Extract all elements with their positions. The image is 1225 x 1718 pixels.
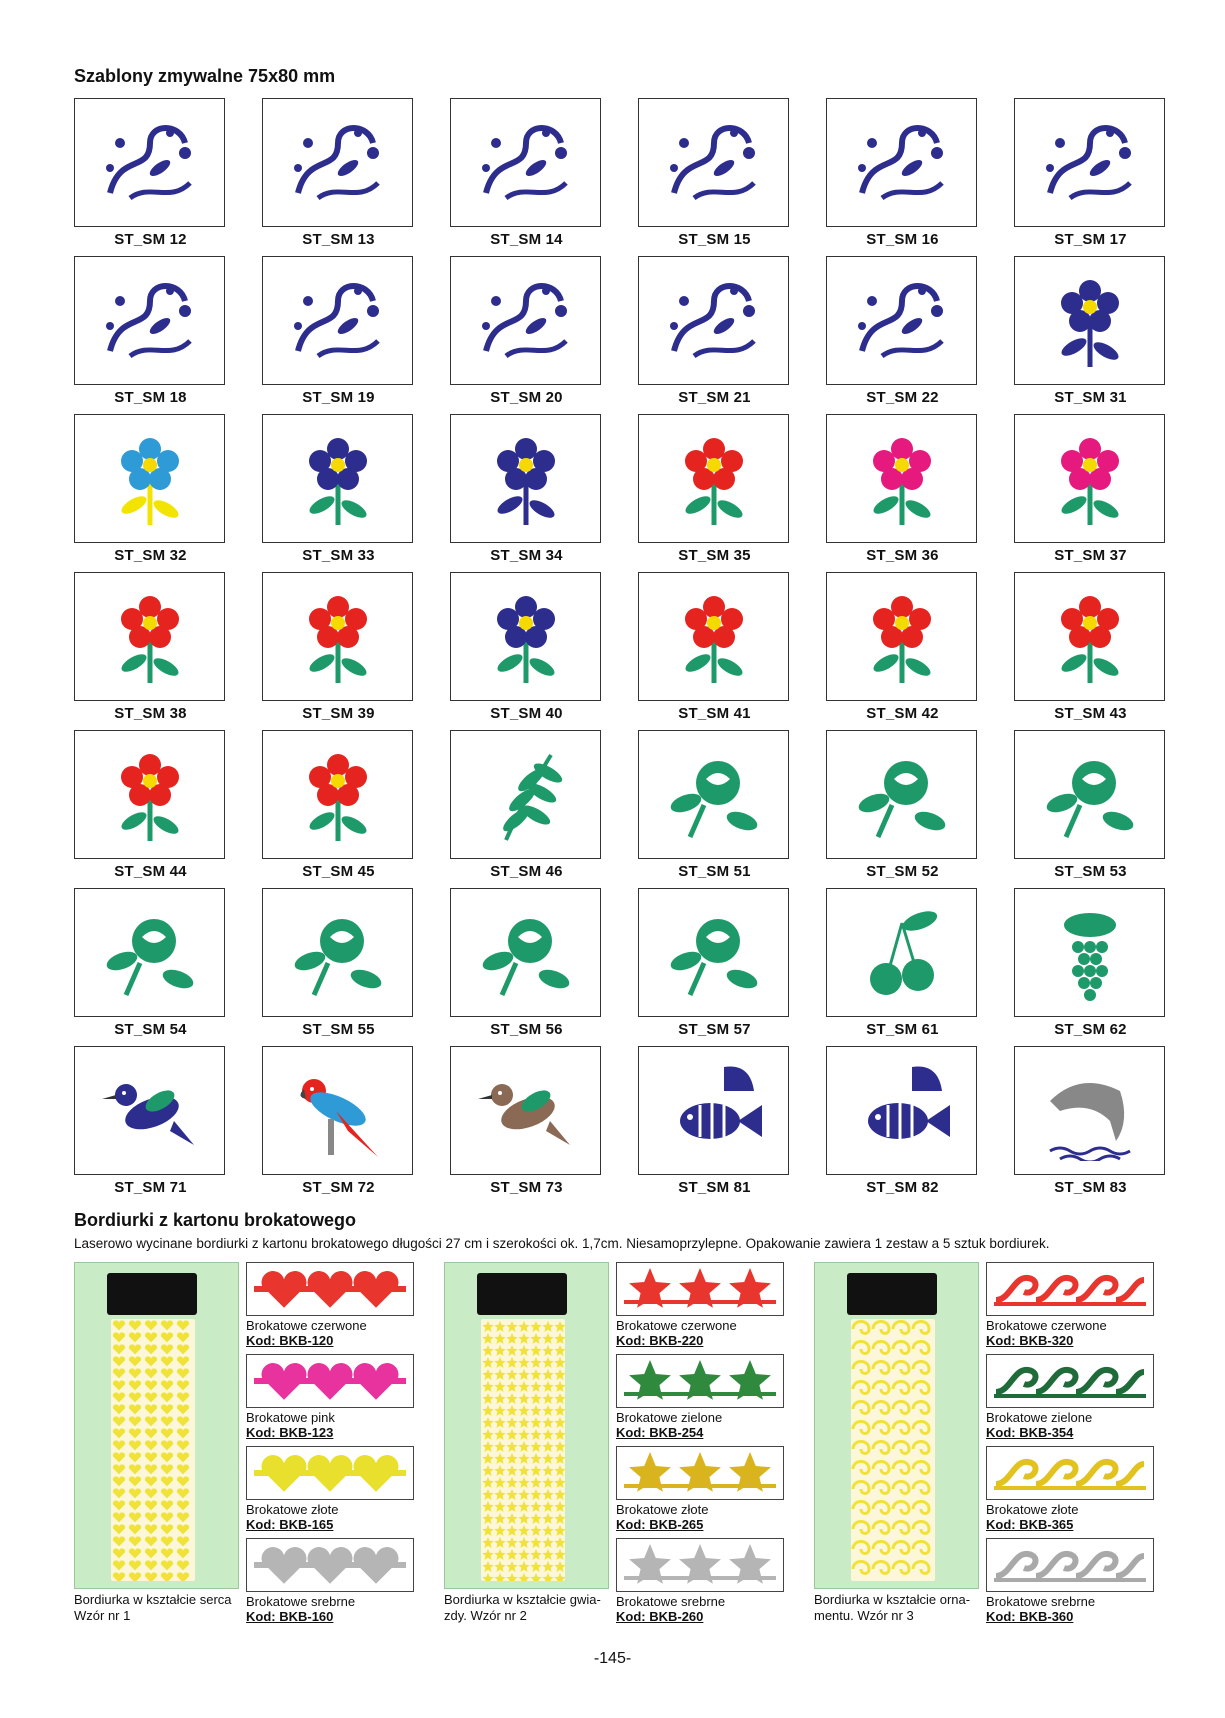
stencil-item	[826, 98, 979, 248]
stencil-graphic	[1030, 429, 1150, 529]
stencil-graphic	[1030, 271, 1150, 371]
stencil-item	[826, 1046, 979, 1196]
stencil-code: ST_SM 18	[114, 389, 187, 406]
variant-label: Brokatowe zielone	[986, 1410, 1093, 1425]
stencil-item	[74, 414, 227, 564]
stencil-graphic	[90, 1061, 210, 1161]
variant-label: Brokatowe srebrne	[986, 1594, 1096, 1609]
package-caption: Bordiurka w kształcie gwia-zdy. Wzór nr 2	[444, 1592, 601, 1623]
stencil-image	[1014, 730, 1165, 859]
variant-code: Kod: BKB-320	[986, 1333, 1074, 1348]
stencil-image	[826, 730, 977, 859]
stencil-item	[638, 256, 791, 406]
stencil-row	[74, 1046, 1170, 1204]
stencil-code: ST_SM 31	[1054, 389, 1127, 406]
variant-code: Kod: BKB-160	[246, 1609, 334, 1624]
stencil-image	[74, 888, 225, 1017]
variant-code: Kod: BKB-220	[616, 1333, 704, 1348]
border-graphic	[620, 1266, 780, 1312]
package-header	[847, 1273, 937, 1315]
package-header	[477, 1273, 567, 1315]
stencil-code: ST_SM 55	[302, 1021, 375, 1038]
stencil-image	[450, 1046, 601, 1175]
stencil-graphic	[278, 903, 398, 1003]
variant-code: Kod: BKB-165	[246, 1517, 334, 1532]
stencil-graphic	[1030, 745, 1150, 845]
stencil-image	[638, 730, 789, 859]
stencil-code: ST_SM 38	[114, 705, 187, 722]
stencil-image	[1014, 572, 1165, 701]
stencil-image	[638, 98, 789, 227]
variant-label: Brokatowe pink	[246, 1410, 335, 1425]
stencil-item	[1014, 730, 1167, 880]
stencil-code: ST_SM 20	[490, 389, 563, 406]
package-image	[444, 1262, 609, 1589]
stencil-image	[826, 572, 977, 701]
stencil-code: ST_SM 54	[114, 1021, 187, 1038]
border-sample	[986, 1262, 1154, 1316]
variant-label: Brokatowe czerwone	[246, 1318, 367, 1333]
stencil-item	[74, 1046, 227, 1196]
stencil-code: ST_SM 53	[1054, 863, 1127, 880]
stencil-item	[450, 414, 603, 564]
border-variant	[986, 1446, 1154, 1536]
stencil-item	[638, 572, 791, 722]
stencil-code: ST_SM 13	[302, 231, 375, 248]
stencil-image	[1014, 888, 1165, 1017]
stencil-image	[638, 414, 789, 543]
stencil-graphic	[90, 429, 210, 529]
stencil-item	[262, 256, 415, 406]
stencil-item	[1014, 572, 1167, 722]
stencil-graphic	[466, 1061, 586, 1161]
variant-label: Brokatowe srebrne	[246, 1594, 356, 1609]
stencil-graphic	[842, 271, 962, 371]
stencil-code: ST_SM 43	[1054, 705, 1127, 722]
borders-description: Laserowo wycinane bordiurki z kartonu brokatowego długości 27 cm i szerokości ok. 1,7cm. Niesamoprzylepne. Opakowanie zawiera 1 zestaw a 5 sztuk bordiurek.	[74, 1236, 1050, 1251]
stencil-code: ST_SM 52	[866, 863, 939, 880]
stencil-graphic	[842, 745, 962, 845]
stencil-item	[1014, 888, 1167, 1038]
stencil-code: ST_SM 14	[490, 231, 563, 248]
stencil-item	[826, 414, 979, 564]
stencil-graphic	[466, 745, 586, 845]
stencil-image	[74, 1046, 225, 1175]
stencil-code: ST_SM 39	[302, 705, 375, 722]
stencil-item	[262, 730, 415, 880]
border-variant	[246, 1262, 414, 1352]
stencil-image	[450, 572, 601, 701]
stencil-code: ST_SM 71	[114, 1179, 187, 1196]
border-variant	[986, 1354, 1154, 1444]
stencil-code: ST_SM 35	[678, 547, 751, 564]
border-variant	[616, 1446, 784, 1536]
border-variant	[986, 1262, 1154, 1352]
stencil-item	[1014, 256, 1167, 406]
stencil-image	[638, 256, 789, 385]
border-sample	[246, 1354, 414, 1408]
package-header	[107, 1273, 197, 1315]
stencil-image	[826, 1046, 977, 1175]
stencil-graphic	[1030, 903, 1150, 1003]
stencil-code: ST_SM 21	[678, 389, 751, 406]
border-graphic	[620, 1450, 780, 1496]
stencil-code: ST_SM 12	[114, 231, 187, 248]
variant-label: Brokatowe czerwone	[986, 1318, 1107, 1333]
stencil-code: ST_SM 32	[114, 547, 187, 564]
stencil-row	[74, 888, 1170, 1046]
stencil-graphic	[466, 271, 586, 371]
stencil-graphic	[654, 271, 774, 371]
package-caption: Bordiurka w kształcie orna-mentu. Wzór nr 3	[814, 1592, 971, 1623]
package-image	[814, 1262, 979, 1589]
stencil-item	[638, 414, 791, 564]
section-title-borders: Bordiurki z kartonu brokatowego	[74, 1210, 357, 1230]
stencil-item	[1014, 414, 1167, 564]
stencil-image	[826, 414, 977, 543]
variant-code: Kod: BKB-360	[986, 1609, 1074, 1624]
border-variant	[616, 1262, 784, 1352]
stencil-image	[262, 1046, 413, 1175]
stencil-item	[262, 98, 415, 248]
stencil-code: ST_SM 57	[678, 1021, 751, 1038]
stencil-code: ST_SM 42	[866, 705, 939, 722]
stencil-item	[450, 98, 603, 248]
stencil-code: ST_SM 45	[302, 863, 375, 880]
stencil-image	[262, 572, 413, 701]
variant-code: Kod: BKB-254	[616, 1425, 704, 1440]
stencil-graphic	[654, 587, 774, 687]
stencil-graphic	[654, 113, 774, 213]
stencil-graphic	[466, 903, 586, 1003]
border-graphic	[990, 1358, 1150, 1404]
stencil-code: ST_SM 16	[866, 231, 939, 248]
variant-code: Kod: BKB-123	[246, 1425, 334, 1440]
package-caption: Bordiurka w kształcie serca Wzór nr 1	[74, 1592, 232, 1623]
stencil-image	[638, 572, 789, 701]
stencil-row	[74, 730, 1170, 888]
border-sample	[616, 1354, 784, 1408]
stencil-image	[1014, 414, 1165, 543]
variant-label: Brokatowe czerwone	[616, 1318, 737, 1333]
stencil-image	[826, 256, 977, 385]
stencil-graphic	[278, 745, 398, 845]
border-graphic	[990, 1542, 1150, 1588]
stencil-code: ST_SM 36	[866, 547, 939, 564]
page-number: -145-	[593, 1650, 632, 1667]
stencil-row	[74, 98, 1170, 256]
stencil-item	[638, 1046, 791, 1196]
stencil-item	[450, 256, 603, 406]
border-variant	[616, 1538, 784, 1628]
stencil-item	[826, 730, 979, 880]
stencil-image	[1014, 1046, 1165, 1175]
stencil-image	[262, 730, 413, 859]
variant-label: Brokatowe złote	[246, 1502, 339, 1517]
package-strip	[481, 1319, 565, 1581]
border-graphic	[250, 1450, 410, 1496]
stencil-graphic	[466, 429, 586, 529]
stencil-item	[262, 414, 415, 564]
stencil-code: ST_SM 56	[490, 1021, 563, 1038]
variant-code: Kod: BKB-365	[986, 1517, 1074, 1532]
stencil-image	[262, 414, 413, 543]
stencil-graphic	[1030, 113, 1150, 213]
section-title-stencils: Szablony zmywalne 75x80 mm	[74, 66, 336, 86]
border-variant	[246, 1538, 414, 1628]
stencil-item	[826, 572, 979, 722]
stencil-code: ST_SM 72	[302, 1179, 375, 1196]
stencil-image	[74, 414, 225, 543]
stencil-graphic	[466, 113, 586, 213]
package-strip	[851, 1319, 935, 1581]
stencil-image	[1014, 256, 1165, 385]
package-strip	[111, 1319, 195, 1581]
stencil-graphic	[90, 745, 210, 845]
stencil-graphic	[278, 587, 398, 687]
stencil-code: ST_SM 82	[866, 1179, 939, 1196]
stencil-image	[450, 730, 601, 859]
stencil-grid	[74, 98, 1170, 1204]
border-group	[814, 1262, 1174, 1642]
stencil-item	[1014, 98, 1167, 248]
stencil-image	[450, 256, 601, 385]
stencil-code: ST_SM 61	[866, 1021, 939, 1038]
stencil-item	[262, 572, 415, 722]
variant-label: Brokatowe zielone	[616, 1410, 723, 1425]
border-graphic	[620, 1542, 780, 1588]
package-image	[74, 1262, 239, 1589]
stencil-code: ST_SM 44	[114, 863, 187, 880]
stencil-item	[826, 888, 979, 1038]
stencil-item	[638, 730, 791, 880]
stencil-graphic	[90, 903, 210, 1003]
stencil-graphic	[842, 113, 962, 213]
stencil-image	[638, 888, 789, 1017]
stencil-image	[826, 98, 977, 227]
stencil-item	[74, 572, 227, 722]
border-sample	[986, 1446, 1154, 1500]
stencil-graphic	[654, 745, 774, 845]
stencil-image	[74, 98, 225, 227]
stencil-graphic	[1030, 1061, 1150, 1161]
stencil-graphic	[842, 587, 962, 687]
stencil-item	[450, 888, 603, 1038]
border-sample	[616, 1262, 784, 1316]
stencil-graphic	[842, 903, 962, 1003]
border-sample	[986, 1538, 1154, 1592]
stencil-code: ST_SM 19	[302, 389, 375, 406]
border-graphic	[250, 1266, 410, 1312]
stencil-item	[638, 98, 791, 248]
border-graphic	[250, 1358, 410, 1404]
stencil-item	[1014, 1046, 1167, 1196]
stencil-graphic	[466, 587, 586, 687]
stencil-code: ST_SM 73	[490, 1179, 563, 1196]
stencil-graphic	[90, 113, 210, 213]
stencil-item	[450, 572, 603, 722]
stencil-code: ST_SM 34	[490, 547, 563, 564]
stencil-code: ST_SM 22	[866, 389, 939, 406]
border-sample	[246, 1446, 414, 1500]
variant-code: Kod: BKB-120	[246, 1333, 334, 1348]
variant-code: Kod: BKB-260	[616, 1609, 704, 1624]
stencil-code: ST_SM 46	[490, 863, 563, 880]
stencil-item	[262, 888, 415, 1038]
stencil-graphic	[278, 1061, 398, 1161]
stencil-code: ST_SM 62	[1054, 1021, 1127, 1038]
stencil-graphic	[278, 271, 398, 371]
stencil-code: ST_SM 40	[490, 705, 563, 722]
border-sample	[986, 1354, 1154, 1408]
stencil-code: ST_SM 51	[678, 863, 751, 880]
stencil-row	[74, 572, 1170, 730]
variant-code: Kod: BKB-265	[616, 1517, 704, 1532]
stencil-code: ST_SM 41	[678, 705, 751, 722]
stencil-image	[74, 572, 225, 701]
border-variant	[986, 1538, 1154, 1628]
stencil-image	[450, 414, 601, 543]
stencil-image	[262, 888, 413, 1017]
variant-label: Brokatowe złote	[986, 1502, 1079, 1517]
variant-code: Kod: BKB-354	[986, 1425, 1074, 1440]
stencil-item	[74, 888, 227, 1038]
stencil-item	[450, 1046, 603, 1196]
stencil-image	[450, 98, 601, 227]
variant-label: Brokatowe złote	[616, 1502, 709, 1517]
stencil-image	[826, 888, 977, 1017]
stencil-image	[262, 98, 413, 227]
stencil-code: ST_SM 17	[1054, 231, 1127, 248]
stencil-code: ST_SM 81	[678, 1179, 751, 1196]
border-sample	[246, 1262, 414, 1316]
stencil-graphic	[1030, 587, 1150, 687]
border-graphic	[620, 1358, 780, 1404]
stencil-code: ST_SM 33	[302, 547, 375, 564]
border-sample	[616, 1538, 784, 1592]
stencil-image	[74, 730, 225, 859]
stencil-item	[638, 888, 791, 1038]
stencil-item	[450, 730, 603, 880]
stencil-code: ST_SM 37	[1054, 547, 1127, 564]
stencil-item	[74, 98, 227, 248]
border-sample	[616, 1446, 784, 1500]
stencil-graphic	[654, 429, 774, 529]
stencil-image	[262, 256, 413, 385]
stencil-row	[74, 256, 1170, 414]
stencil-graphic	[90, 587, 210, 687]
border-variant	[246, 1446, 414, 1536]
border-graphic	[250, 1542, 410, 1588]
variant-label: Brokatowe srebrne	[616, 1594, 726, 1609]
stencil-graphic	[842, 429, 962, 529]
stencil-graphic	[278, 429, 398, 529]
stencil-row	[74, 414, 1170, 572]
stencil-item	[74, 256, 227, 406]
stencil-graphic	[278, 113, 398, 213]
stencil-graphic	[90, 271, 210, 371]
stencil-graphic	[654, 1061, 774, 1161]
stencil-graphic	[842, 1061, 962, 1161]
stencil-item	[826, 256, 979, 406]
stencil-code: ST_SM 15	[678, 231, 751, 248]
stencil-item	[262, 1046, 415, 1196]
border-group	[74, 1262, 434, 1642]
stencil-code: ST_SM 83	[1054, 1179, 1127, 1196]
stencil-image	[74, 256, 225, 385]
stencil-graphic	[654, 903, 774, 1003]
border-graphic	[990, 1450, 1150, 1496]
border-variant	[246, 1354, 414, 1444]
stencil-image	[1014, 98, 1165, 227]
stencil-image	[450, 888, 601, 1017]
border-sample	[246, 1538, 414, 1592]
stencil-item	[74, 730, 227, 880]
stencil-image	[638, 1046, 789, 1175]
border-graphic	[990, 1266, 1150, 1312]
border-variant	[616, 1354, 784, 1444]
border-group	[444, 1262, 804, 1642]
